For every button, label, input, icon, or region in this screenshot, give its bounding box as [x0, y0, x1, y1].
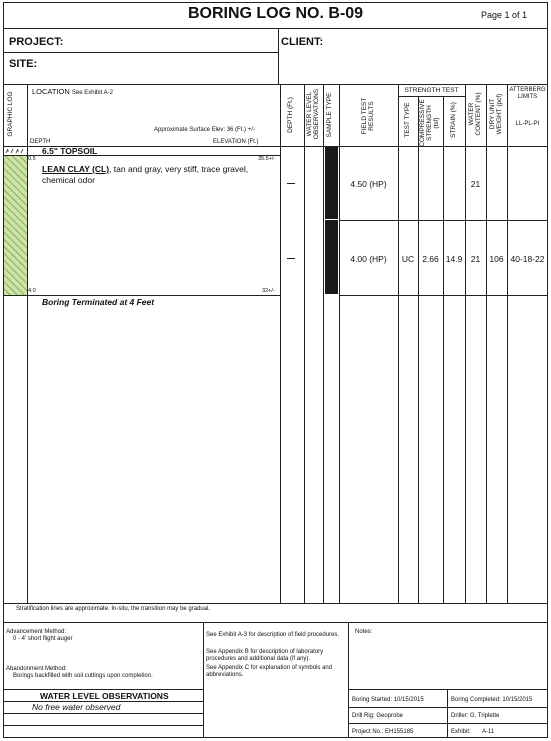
- sample-2-compressive: 2.66: [422, 254, 439, 264]
- boring-completed: Boring Completed: 10/15/2015: [451, 697, 533, 703]
- location-label: LOCATION See Exhibit A-2: [32, 87, 113, 96]
- ref-appendix-b-line1: See Appendix B for description of laboratory: [206, 649, 324, 655]
- project-label: PROJECT:: [9, 36, 64, 48]
- boring-log-sheet: [3, 2, 548, 738]
- stratum-2-description: LEAN CLAY (CL), tan and gray, very stiff, trace gravel,: [42, 164, 249, 174]
- water-level-observations-value: No free water observed: [32, 702, 121, 712]
- sample-2-atterberg: 40-18-22: [510, 254, 545, 264]
- sample-type-header: SAMPLE TYPE: [326, 92, 333, 138]
- sample-2-strain: 14.9: [445, 254, 463, 264]
- stratum-2-depth: 4.0: [28, 288, 36, 294]
- test-type-header: TEST TYPE: [404, 102, 411, 138]
- driller: Driller: G. Triplette: [451, 713, 500, 719]
- lean-clay-graphic: [4, 155, 27, 295]
- stratum-1-elevation: 35.5+/-: [258, 156, 276, 162]
- client-label: CLIENT:: [281, 36, 324, 48]
- boring-started: Boring Started: 10/15/2015: [352, 697, 424, 703]
- exhibit-label: Exhibit:: [451, 729, 471, 735]
- sample-1-water-content: 21: [470, 179, 481, 189]
- project-number: Project No.: EH155185: [352, 729, 414, 735]
- sample-1-field-test: 4.50 (HP): [350, 179, 387, 189]
- ll-pl-pi-header: LL-PL-PI: [515, 121, 540, 127]
- advancement-value: 0 - 4' short flight auger: [13, 636, 73, 642]
- strain-header: STRAIN (%): [450, 102, 457, 138]
- field-test-header: FIELD TEST RESULTS: [361, 97, 375, 135]
- sample-bar-1: [325, 147, 338, 219]
- dry-unit-weight-header: DRY UNIT WEIGHT (pcf): [489, 93, 503, 135]
- ref-appendix-c-line2: abbreviations.: [206, 672, 244, 678]
- topsoil-graphic: [4, 147, 27, 155]
- site-label: SITE:: [9, 58, 38, 70]
- water-level-header: WATER LEVEL OBSERVATIONS: [306, 88, 320, 140]
- notes-label: Notes:: [355, 629, 373, 635]
- sample-2-dry-unit: 106: [489, 254, 504, 264]
- stratum-1-depth: 0.5: [28, 156, 36, 162]
- sample-2-test-type: UC: [401, 254, 415, 264]
- sample-bar-2: [325, 220, 338, 294]
- log-title: BORING LOG NO. B-09: [187, 5, 364, 22]
- sample-2-water-content: 21: [470, 254, 481, 264]
- abandonment-label: Abandonment Method:: [6, 666, 67, 672]
- drill-rig: Drill Rig: Geoprobe: [352, 713, 404, 719]
- stratum-1-title: 6.5" TOPSOIL: [42, 146, 98, 156]
- water-level-observations-title: WATER LEVEL OBSERVATIONS: [40, 691, 169, 701]
- strength-test-header: STRENGTH TEST: [404, 87, 459, 94]
- abandonment-value: Borings backfilled with soil cuttings upon completion.: [13, 673, 153, 679]
- sample-2-field-test: 4.00 (HP): [350, 254, 387, 264]
- exhibit-value: A-11: [482, 729, 495, 735]
- stratum-2-elevation: 32+/-: [262, 288, 275, 294]
- depth-label: DEPTH: [30, 139, 51, 145]
- compressive-strength-header: COMPRESSIVE STRENGTH (tsf): [419, 99, 440, 147]
- ref-appendix-c-line1: See Appendix C for explanation of symbols and: [206, 665, 333, 671]
- advancement-label: Advancement Method:: [6, 629, 67, 635]
- ref-appendix-b-line2: procedures and additional data (if any).: [206, 656, 311, 662]
- graphic-log-header: GRAPHIC LOG: [7, 91, 14, 137]
- water-content-header: WATER CONTENT (%): [468, 92, 482, 136]
- atterberg-header: ATTERBERG LIMITS: [509, 87, 546, 100]
- stratum-2-description-line2: chemical odor: [42, 175, 95, 185]
- boring-terminated: Boring Terminated at 4 Feet: [42, 297, 155, 307]
- elevation-label: ELEVATION (Ft.): [213, 139, 259, 145]
- stratification-note: Stratification lines are approximate. In-situ, the transition may be gradual.: [16, 606, 211, 612]
- ref-exhibit-a3: See Exhibit A-3 for description of field procedures.: [206, 632, 340, 638]
- surface-elevation: Approximate Surface Elev: 36 (Ft.) +/-: [154, 127, 255, 133]
- depth-ft-header: DEPTH (Ft.): [287, 97, 294, 133]
- page-number: Page 1 of 1: [481, 10, 528, 20]
